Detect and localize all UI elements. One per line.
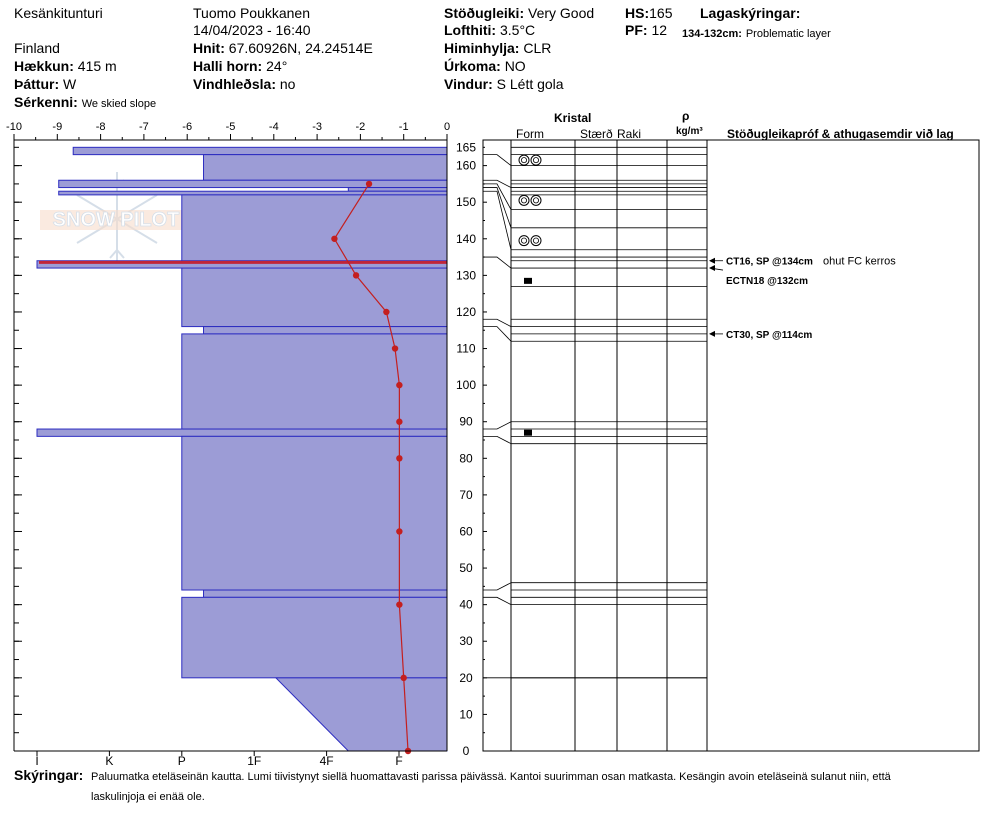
hardness-layer: [182, 334, 447, 429]
test-arrow: [709, 331, 715, 337]
stratigraphy-table: [456, 140, 979, 758]
layer-notes-title: Lagaskýringar:: [700, 5, 801, 21]
hardness-tick-label: P: [177, 754, 186, 768]
observer: Tuomo Poukkanen: [193, 5, 310, 21]
grain-inner: [533, 158, 538, 163]
height-tick-label: 20: [459, 670, 473, 685]
sky-value: CLR: [523, 40, 552, 56]
grain-inner: [521, 198, 526, 203]
hardness-tick-label: 1F: [247, 754, 262, 768]
wind-loading-label: Vindhleðsla:: [193, 76, 276, 92]
temp-tick-label: -7: [139, 121, 149, 133]
features-value: We skied slope: [81, 98, 157, 110]
stability-value: Very Good: [528, 5, 595, 21]
density-symbol: ρ: [682, 109, 690, 123]
hardness-layer: [204, 155, 447, 181]
form-header: Form: [516, 127, 544, 141]
height-tick-label: 80: [459, 451, 473, 466]
boundary-join: [483, 319, 511, 326]
aspect-value: W: [63, 76, 77, 92]
height-tick-label: 100: [455, 378, 477, 393]
rounded-grains-icon: [519, 195, 541, 205]
temp-tick-label: -6: [182, 121, 193, 133]
temperature-point: [331, 236, 337, 242]
hardness-bars: [37, 147, 447, 751]
grain-inner: [521, 238, 526, 243]
temp-tick-label: -1: [398, 121, 409, 133]
elevation-value: 415 m: [77, 58, 117, 74]
pf-value: 12: [651, 22, 668, 38]
boundary-join: [483, 583, 511, 590]
temperature-point: [366, 181, 372, 187]
test-label: CT16, SP @134cm: [726, 256, 813, 268]
boundary-join: [483, 257, 511, 268]
height-tick-label: 140: [455, 231, 477, 246]
temperature-point: [383, 309, 389, 315]
rounded-grains-icon: [519, 155, 541, 165]
temp-tick-label: -10: [6, 121, 22, 133]
temperature-point: [392, 345, 398, 351]
hs-value: 165: [649, 5, 673, 21]
height-tick-label: 10: [459, 707, 473, 722]
test-arrow: [709, 258, 715, 264]
temperature-point: [396, 455, 402, 461]
height-tick-label: 0: [462, 744, 470, 758]
faceted-crystal-icon: [524, 278, 532, 284]
temperature-point: [396, 419, 402, 425]
boundary-join: [483, 436, 511, 443]
comments-line1: Paluumatka eteläseinän kautta. Lumi tiivistynyt siellä huomattavasti parissa päivässä. Kantoi suurimman osan matkasta. Kesängin avoin eteläseinä sulanut niin, että: [91, 771, 891, 783]
height-tick-label: 110: [456, 341, 476, 356]
hardness-tick-label: I: [35, 754, 39, 768]
coords-value: 67.60926N, 24.24514E: [228, 40, 373, 56]
test-arrow: [709, 265, 715, 271]
datetime: 14/04/2023 - 16:40: [193, 22, 311, 38]
size-header: Stærð: [580, 127, 613, 141]
rounded-grains-icon: [519, 236, 541, 246]
temperature-point: [401, 675, 407, 681]
density-unit: kg/m³: [676, 126, 703, 137]
air-temp-value: 3.5°C: [499, 22, 536, 38]
aspect-label: Þáttur:: [14, 76, 60, 92]
hardness-layer: [73, 147, 447, 154]
grain-outer: [531, 195, 541, 205]
hardness-layer: [182, 436, 447, 590]
layer-note-range: 134-132cm:: [682, 28, 742, 40]
slope-value: 24°: [266, 58, 288, 74]
temp-tick-label: -4: [268, 121, 279, 133]
tests-header: Stöðugleikapróf & athugasemdir við lag: [727, 127, 954, 141]
height-tick-label: 165: [455, 140, 477, 155]
boundary-join: [483, 327, 511, 342]
hardness-tick-label: K: [105, 754, 114, 768]
slope-label: Halli horn:: [193, 58, 263, 74]
wind-value: S Létt gola: [496, 76, 564, 92]
grain-outer: [519, 236, 529, 246]
test-note: ohut FC kerros: [823, 255, 896, 268]
sky-label: Himinhylja:: [444, 40, 520, 56]
hardness-layer: [37, 429, 447, 436]
height-tick-label: 150: [455, 195, 477, 210]
country: Finland: [14, 40, 60, 56]
elevation-label: Hækkun:: [14, 58, 74, 74]
hardness-layer: [59, 191, 447, 195]
hardness-layer: [276, 678, 447, 751]
temp-tick-label: -9: [52, 121, 63, 133]
stability-label: Stöðugleiki:: [444, 5, 525, 21]
pf-label: PF:: [625, 22, 648, 38]
test-label: ECTN18 @132cm: [726, 276, 809, 288]
hardness-layer: [182, 597, 447, 677]
height-tick-label: 130: [455, 268, 477, 283]
height-tick-label: 50: [459, 561, 473, 576]
height-tick-label: 40: [459, 597, 473, 612]
location: Kesänkitunturi: [14, 5, 103, 21]
precip-label: Úrkoma:: [444, 58, 501, 74]
temp-tick-label: -8: [95, 121, 106, 133]
table-frame: [483, 140, 979, 751]
temperature-point: [396, 382, 402, 388]
boundary-join: [483, 188, 511, 228]
height-tick-label: 60: [459, 524, 473, 539]
layer-note-text: Problematic layer: [745, 28, 831, 40]
comments-line2: laskulinjoja ei enää ole.: [91, 791, 205, 803]
hardness-layer: [204, 327, 447, 334]
faceted-crystal-icon: [524, 430, 532, 436]
hs-label: HS:: [625, 5, 650, 21]
grain-inner: [533, 238, 538, 243]
temperature-point: [353, 272, 359, 278]
temp-tick-label: -3: [312, 121, 322, 133]
grain-outer: [519, 195, 529, 205]
crystal-header: Kristal: [554, 111, 592, 125]
wind-label: Vindur:: [444, 76, 493, 92]
boundary-join: [483, 422, 511, 429]
temperature-point: [396, 528, 402, 534]
height-tick-label: 30: [459, 634, 473, 649]
hardness-tick-label: F: [395, 754, 403, 768]
hardness-layer: [348, 188, 447, 192]
temp-tick-label: 0: [443, 121, 451, 133]
boundary-join: [483, 155, 511, 166]
height-tick-label: 120: [455, 304, 477, 319]
grain-inner: [521, 158, 526, 163]
comments-label: Skýringar:: [14, 767, 84, 783]
grain-outer: [531, 155, 541, 165]
test-label: CT30, SP @114cm: [726, 329, 813, 341]
wind-loading-value: no: [279, 76, 296, 92]
air-temp-label: Lofthiti:: [444, 22, 497, 38]
height-tick-label: 90: [459, 414, 473, 429]
hardness-layer: [204, 590, 447, 597]
features-label: Sérkenni:: [14, 94, 78, 110]
temp-tick-label: -2: [355, 121, 366, 133]
watermark-text: SNOW PILOT: [52, 209, 180, 231]
temp-tick-label: -5: [225, 121, 236, 133]
precip-value: NO: [504, 58, 526, 74]
moisture-header: Raki: [617, 127, 642, 141]
hardness-tick-label: 4F: [319, 754, 334, 768]
coords-label: Hnit:: [193, 40, 225, 56]
grain-outer: [519, 155, 529, 165]
temperature-point: [396, 601, 402, 607]
hardness-layer: [59, 180, 447, 187]
grain-outer: [531, 236, 541, 246]
grain-inner: [533, 198, 538, 203]
height-tick-label: 70: [459, 487, 473, 502]
boundary-join: [483, 191, 511, 250]
height-tick-label: 160: [455, 158, 477, 173]
boundary-join: [483, 597, 511, 604]
